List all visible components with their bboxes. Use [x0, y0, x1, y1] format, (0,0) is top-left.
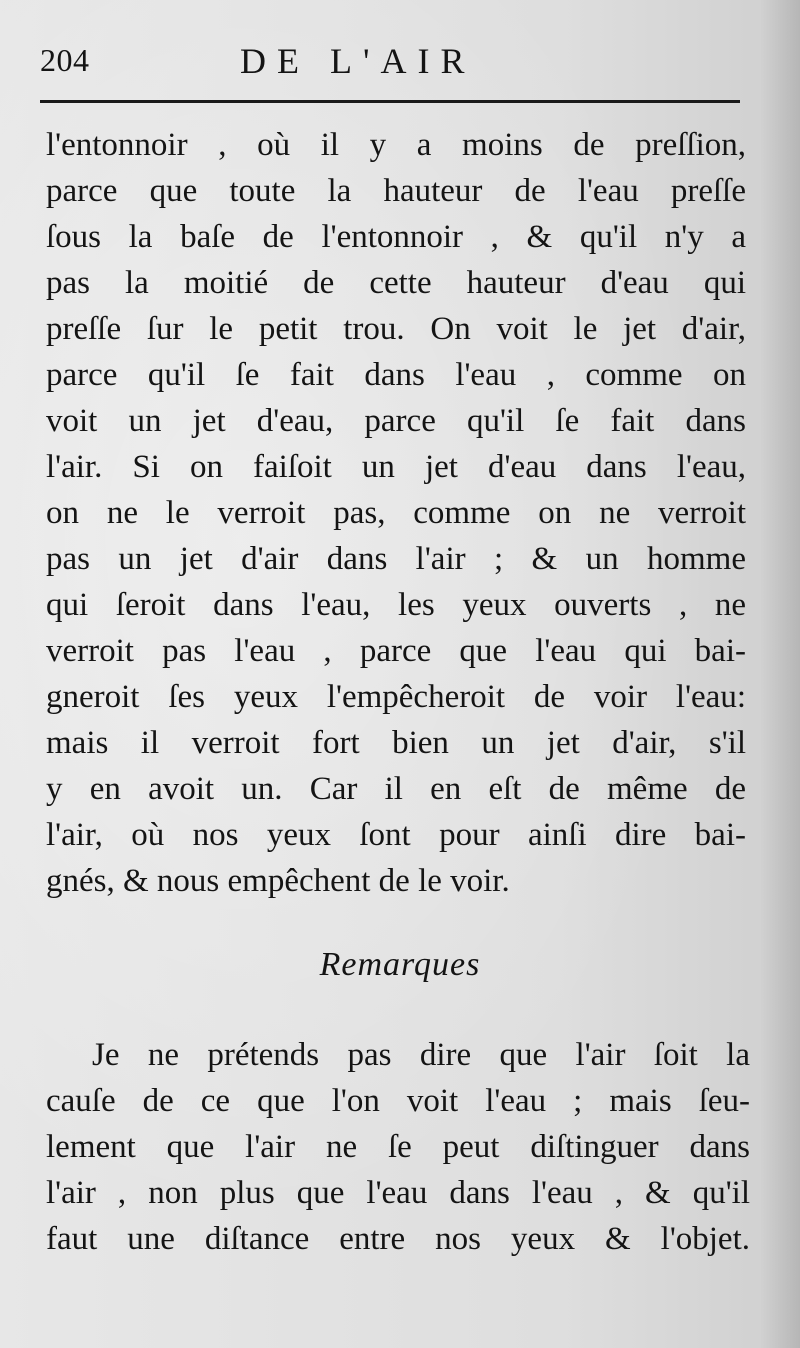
text-line: cauſe de ce que l'on voit l'eau ; mais ſeu-	[46, 1083, 750, 1119]
section-heading: Remarques	[319, 946, 481, 983]
header-rule	[40, 100, 740, 103]
text-line: l'air, où nos yeux ſont pour ainſi dire bai-	[46, 817, 746, 853]
text-line: faut une diſtance entre nos yeux & l'objet.	[46, 1221, 750, 1257]
text-line: on ne le verroit pas, comme on ne verroit	[46, 495, 746, 531]
paragraph-continued	[46, 122, 746, 904]
text-line: l'entonnoir , où il y a moins de preſſion,	[46, 127, 746, 163]
text-line: preſſe ſur le petit trou. On voit le jet d'air,	[46, 311, 746, 347]
text-line: Je ne prétends pas dire que l'air ſoit la	[92, 1037, 750, 1073]
text-line: qui ſeroit dans l'eau, les yeux ouverts , ne	[46, 587, 746, 623]
text-line: mais il verroit fort bien un jet d'air, s'il	[46, 725, 746, 761]
running-head: DE L'AIR	[240, 41, 476, 81]
text-line: y en avoit un. Car il en eſt de même de	[46, 771, 746, 807]
text-line: verroit pas l'eau , parce que l'eau qui bai-	[46, 633, 746, 669]
page-number: 204	[40, 42, 90, 78]
text-line: l'air , non plus que l'eau dans l'eau , & qu'il	[46, 1175, 750, 1211]
text-line: pas la moitié de cette hauteur d'eau qui	[46, 265, 746, 301]
text-line: gneroit ſes yeux l'empêcheroit de voir l'eau:	[46, 679, 746, 715]
text-line: gnés, & nous empêchent de le voir.	[46, 863, 510, 899]
page-header	[40, 40, 740, 90]
text-line: ſous la baſe de l'entonnoir , & qu'il n'y a	[46, 219, 746, 255]
text-line: voit un jet d'eau, parce qu'il ſe fait dans	[46, 403, 746, 439]
text-line: parce que toute la hauteur de l'eau preſſe	[46, 173, 746, 209]
text-line: parce qu'il ſe fait dans l'eau , comme on	[46, 357, 746, 393]
text-line: l'air. Si on faiſoit un jet d'eau dans l'eau,	[46, 449, 746, 485]
remarks-paragraph	[46, 1032, 750, 1262]
text-line: lement que l'air ne ſe peut diſtinguer dans	[46, 1129, 750, 1165]
text-line: pas un jet d'air dans l'air ; & un homme	[46, 541, 746, 577]
